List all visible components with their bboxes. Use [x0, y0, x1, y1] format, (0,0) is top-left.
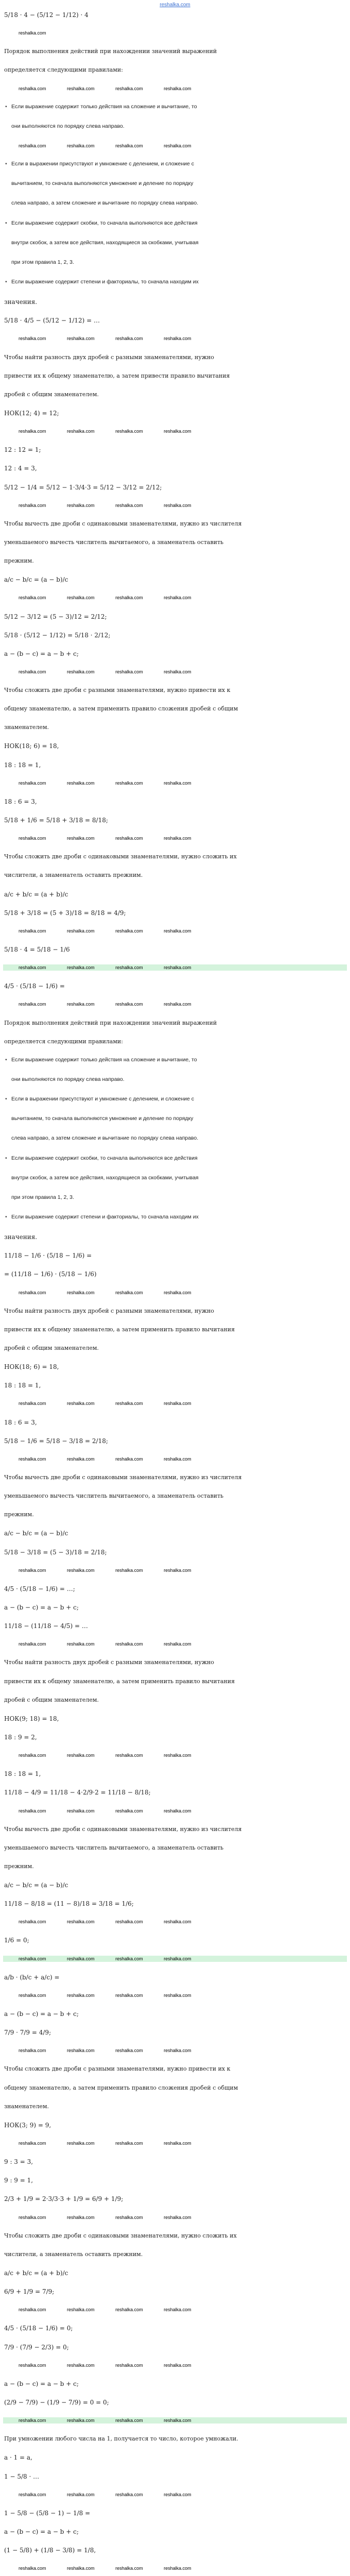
watermark-text: reshalka.com	[67, 1290, 95, 1295]
math-line: a/c − b/c = (a − b)/c	[4, 1530, 68, 1537]
watermark-text: reshalka.com	[164, 2214, 191, 2220]
rule-item	[3, 1096, 347, 1103]
watermark-text: reshalka.com	[115, 2214, 143, 2220]
math-line: значения.	[4, 298, 38, 306]
watermark-row	[3, 2362, 347, 2368]
math-line: 18 : 18 = 1,	[4, 1382, 41, 1389]
rule-text: Если выражение содержит только действия на сложение и вычитание, то	[11, 1056, 197, 1063]
watermark-row	[3, 2140, 347, 2146]
watermark-text: reshalka.com	[164, 86, 191, 91]
watermark-text: reshalka.com	[115, 429, 143, 434]
watermark-text: reshalka.com	[164, 595, 191, 601]
watermark-text: reshalka.com	[67, 965, 95, 971]
list-marker-icon: •	[5, 1155, 7, 1161]
math-line: (2/9 − 7/9) − (1/9 − 7/9) = 0 = 0;	[4, 2399, 109, 2406]
text-line: уменьшаемого вычесть числитель вычитаемого, а знаменатель оставить	[4, 1844, 224, 1851]
text-line: числители, а знаменатель оставить прежним.	[4, 2250, 143, 2258]
watermark-text: reshalka.com	[19, 1808, 46, 1814]
rule-text: Если выражение содержит только действия на сложение и вычитание, то	[11, 103, 197, 110]
watermark-text: reshalka.com	[19, 2566, 46, 2571]
watermark-text: reshalka.com	[67, 1956, 95, 1961]
rule-item	[3, 1214, 347, 1221]
watermark-row	[3, 502, 347, 509]
text-line: Чтобы сложить две дроби с одинаковыми знаменателями, нужно сложить их	[4, 2232, 237, 2239]
math-line: 18 : 9 = 2,	[4, 1733, 37, 1741]
math-line: 7/9 · 7/9 = 4/9;	[4, 2029, 51, 2037]
list-marker-icon: •	[5, 1214, 7, 1220]
text-line: дробей с общим знаменателем.	[4, 391, 99, 398]
math-line: a/c − b/c = (a − b)/c	[4, 576, 68, 584]
rule-text: внутри скобок, а затем все действия, находящиеся за скобками, учитывая	[11, 1174, 199, 1181]
rule-text: вычитанием, то сначала выполняются умножение и деление по порядку	[11, 180, 194, 187]
text-line: Порядок выполнения действий при нахождении значений выражений	[4, 48, 217, 55]
watermark-row	[3, 1400, 347, 1406]
watermark-text: reshalka.com	[67, 2048, 95, 2054]
text-line: привести их к общему знаменателю, а затем привести правило вычитания	[4, 372, 230, 379]
site-link[interactable]: reshalka.com	[160, 2, 190, 8]
watermark-text: reshalka.com	[164, 429, 191, 434]
watermark-text: reshalka.com	[115, 780, 143, 786]
math-line: 11/18 − 8/18 = (11 − 8)/18 = 3/18 = 1/6;	[4, 1900, 134, 1908]
watermark-text: reshalka.com	[67, 2492, 95, 2497]
watermark-text: reshalka.com	[115, 836, 143, 841]
watermark-row	[3, 2565, 347, 2571]
watermark-text: reshalka.com	[115, 143, 143, 148]
watermark-row	[3, 928, 347, 934]
watermark-row	[3, 669, 347, 675]
watermark-text: reshalka.com	[19, 2214, 46, 2220]
rule-text: вычитанием, то сначала выполняются умножение и деление по порядку	[11, 1115, 194, 1122]
watermark-text: reshalka.com	[164, 2566, 191, 2571]
math-line: значения.	[4, 1233, 38, 1241]
rule-text: при этом правила 1, 2, 3.	[11, 259, 74, 265]
rule-item	[3, 1076, 347, 1083]
watermark-text: reshalka.com	[164, 2418, 191, 2424]
text-line: общему знаменателю, а затем применить правило сложения дробей с общим	[4, 705, 238, 713]
watermark-text: reshalka.com	[67, 2418, 95, 2424]
math-line: 11/18 − 1/6 · (5/18 − 1/6) =	[4, 1252, 92, 1260]
watermark-text: reshalka.com	[164, 1956, 191, 1961]
watermark-text: reshalka.com	[115, 1567, 143, 1573]
watermark-row	[3, 1641, 347, 1647]
watermark-text: reshalka.com	[19, 1956, 46, 1961]
watermark-row	[3, 1808, 347, 1814]
watermark-text: reshalka.com	[19, 2418, 46, 2424]
math-line: 18 : 6 = 3,	[4, 798, 37, 805]
math-line: a − (b − c) = a − b + c;	[4, 2528, 79, 2535]
watermark-text: reshalka.com	[115, 1641, 143, 1647]
watermark-row	[3, 1992, 347, 1998]
watermark-text: reshalka.com	[164, 1808, 191, 1814]
rule-item	[3, 1194, 347, 1201]
text-line: Чтобы вычесть две дроби с одинаковыми знаменателями, нужно из числителя	[4, 1825, 242, 1833]
watermark-text: reshalka.com	[19, 1456, 46, 1462]
watermark-text: reshalka.com	[115, 965, 143, 971]
text-line: прежним.	[4, 1862, 34, 1870]
watermark-text: reshalka.com	[164, 965, 191, 971]
text-line: Чтобы вычесть две дроби с одинаковыми знаменателями, нужно из числителя	[4, 520, 242, 527]
math-line: 12 : 4 = 3,	[4, 465, 37, 472]
math-line: 2/3 + 1/9 = 2·3/3·3 + 1/9 = 6/9 + 1/9;	[4, 2195, 124, 2203]
watermark-row	[3, 143, 347, 149]
watermark-text: reshalka.com	[115, 2492, 143, 2497]
rule-item	[3, 220, 347, 227]
watermark-text: reshalka.com	[115, 1456, 143, 1462]
watermark-text: reshalka.com	[67, 502, 95, 508]
watermark-text: reshalka.com	[115, 2418, 143, 2424]
text-line: общему знаменателю, а затем применить правило сложения дробей с общим	[4, 2084, 238, 2091]
text-line: уменьшаемого вычесть числитель вычитаемого, а знаменатель оставить	[4, 1493, 224, 1500]
rule-text: они выполняются по порядку слева направо.	[11, 1076, 125, 1083]
math-line: 11/18 − 4/9 = 11/18 − 4·2/9·2 = 11/18 − 8/18;	[4, 1789, 151, 1797]
watermark-row	[3, 2307, 347, 2313]
math-line: a/c − b/c = (a − b)/c	[4, 1882, 68, 1889]
math-line: = (11/18 − 1/6) · (5/18 − 1/6)	[4, 1270, 97, 1278]
math-line: 18 : 18 = 1,	[4, 1770, 41, 1778]
math-line: 4/5 · (5/18 − 1/6) =	[4, 982, 65, 990]
watermark-row	[3, 595, 347, 601]
watermark-row	[3, 1567, 347, 1573]
math-line: 5/18 · 4 − (5/12 − 1/12) · 4	[4, 11, 89, 19]
math-line: 5/18 + 1/6 = 5/18 + 3/18 = 8/18;	[4, 817, 108, 824]
rule-item	[3, 259, 347, 266]
math-line: 1/6 = 0;	[4, 1937, 29, 1944]
watermark-text: reshalka.com	[115, 1992, 143, 1998]
math-line: a − (b − c) = a − b + c;	[4, 2010, 79, 2018]
watermark-text: reshalka.com	[67, 1002, 95, 1007]
watermark-text: reshalka.com	[67, 1753, 95, 1758]
math-line: НОК(9; 18) = 18,	[4, 1715, 59, 1722]
watermark-text: reshalka.com	[115, 1808, 143, 1814]
site-link-bar	[0, 0, 350, 10]
watermark-row	[3, 86, 347, 92]
watermark-text: reshalka.com	[67, 595, 95, 601]
math-line: a − (b − c) = a − b + c;	[4, 650, 79, 657]
rule-item	[3, 104, 347, 110]
text-line: Чтобы вычесть две дроби с одинаковыми знаменателями, нужно из числителя	[4, 1473, 242, 1481]
watermark-text: reshalka.com	[164, 336, 191, 342]
text-line: определяется следующими правилами:	[4, 1038, 123, 1045]
watermark-text: reshalka.com	[19, 1567, 46, 1573]
watermark-text: reshalka.com	[19, 30, 46, 36]
watermark-text: reshalka.com	[115, 2048, 143, 2054]
math-line: 1 − 5/8 · …	[4, 2472, 40, 2480]
text-line: прежним.	[4, 557, 34, 565]
watermark-text: reshalka.com	[19, 1992, 46, 1998]
math-line: 12 : 12 = 1;	[4, 446, 41, 454]
watermark-text: reshalka.com	[115, 2307, 143, 2313]
watermark-text: reshalka.com	[19, 669, 46, 674]
watermark-text: reshalka.com	[19, 86, 46, 91]
math-line: a/c + b/c = (a + b)/c	[4, 890, 68, 898]
math-line: 5/18 + 3/18 = (5 + 3)/18 = 8/18 = 4/9;	[4, 909, 126, 917]
math-line: НОК(18; 6) = 18,	[4, 742, 59, 750]
rule-text: слева направо, а затем сложение и вычитание по порядку слева направо.	[11, 200, 199, 207]
watermark-text: reshalka.com	[164, 1567, 191, 1573]
watermark-text: reshalka.com	[164, 780, 191, 786]
watermark-text: reshalka.com	[164, 502, 191, 508]
watermark-text: reshalka.com	[67, 1567, 95, 1573]
text-line: прежним.	[4, 1511, 34, 1518]
rule-text: Если в выражении присутствуют и умножение с делением, и сложение с	[11, 161, 195, 167]
watermark-row	[3, 428, 347, 434]
watermark-text: reshalka.com	[115, 1753, 143, 1758]
text-line: Чтобы сложить две дроби с разными знаменателями, нужно привести их к	[4, 687, 231, 694]
math-line: 5/18 − 3/18 = (5 − 3)/18 = 2/18;	[4, 1548, 107, 1556]
rule-item	[3, 1135, 347, 1142]
math-line: 5/18 − 1/6 = 5/18 − 3/18 = 2/18;	[4, 1437, 108, 1445]
rule-text: при этом правила 1, 2, 3.	[11, 1194, 74, 1200]
watermark-text: reshalka.com	[115, 928, 143, 934]
watermark-text: reshalka.com	[67, 2307, 95, 2313]
rule-text: внутри скобок, а затем все действия, находящиеся за скобками, учитывая	[11, 239, 199, 246]
rule-item	[3, 200, 347, 207]
text-line: знаменателем.	[4, 2103, 49, 2110]
watermark-text: reshalka.com	[164, 1919, 191, 1925]
math-line: a − (b − c) = a − b + c;	[4, 1603, 79, 1611]
list-marker-icon: •	[5, 1056, 7, 1063]
watermark-row	[3, 1752, 347, 1758]
math-line: 5/18 · 4 = 5/18 − 1/6	[4, 946, 70, 954]
watermark-text: reshalka.com	[115, 336, 143, 342]
watermark-text: reshalka.com	[19, 965, 46, 971]
watermark-text: reshalka.com	[115, 1401, 143, 1406]
math-line: НОК(3; 9) = 9,	[4, 2121, 51, 2129]
math-line: a/b · (b/c + a/c) =	[4, 1973, 60, 1981]
watermark-text: reshalka.com	[164, 928, 191, 934]
watermark-text: reshalka.com	[115, 595, 143, 601]
watermark-text: reshalka.com	[115, 1919, 143, 1925]
list-marker-icon: •	[5, 1096, 7, 1103]
watermark-text: reshalka.com	[164, 1290, 191, 1295]
watermark-text: reshalka.com	[19, 1290, 46, 1295]
math-line: a/c + b/c = (a + b)/c	[4, 2269, 68, 2277]
math-line: 9 : 3 = 3,	[4, 2158, 33, 2166]
watermark-row	[3, 1001, 347, 1007]
watermark-text: reshalka.com	[67, 336, 95, 342]
watermark-text: reshalka.com	[67, 836, 95, 841]
math-line: 5/18 · (5/12 − 1/12) = 5/18 · 2/12;	[4, 631, 111, 639]
watermark-text: reshalka.com	[19, 1753, 46, 1758]
text-line: Чтобы найти разность двух дробей с разными знаменателями, нужно	[4, 353, 214, 361]
watermark-text: reshalka.com	[164, 1456, 191, 1462]
text-line: Чтобы найти разность двух дробей с разными знаменателями, нужно	[4, 1307, 214, 1314]
math-line: НОК(12; 4) = 12;	[4, 409, 59, 417]
text-line: дробей с общим знаменателем.	[4, 1696, 99, 1703]
text-line: привести их к общему знаменателю, а затем применить правило вычитания	[4, 1326, 235, 1333]
watermark-row	[3, 1919, 347, 1925]
watermark-text: reshalka.com	[115, 86, 143, 91]
watermark-text: reshalka.com	[19, 1641, 46, 1647]
rule-item	[3, 1115, 347, 1122]
watermark-text: reshalka.com	[19, 928, 46, 934]
rule-item	[3, 180, 347, 187]
math-line: 18 : 6 = 3,	[4, 1418, 37, 1426]
math-line: 5/12 − 1/4 = 5/12 − 1·3/4·3 = 5/12 − 3/12 = 2/12;	[4, 483, 162, 491]
solution-content	[0, 11, 350, 2576]
answer-separator	[3, 1956, 347, 1962]
watermark-text: reshalka.com	[19, 1401, 46, 1406]
watermark-text: reshalka.com	[115, 2566, 143, 2571]
watermark-text: reshalka.com	[115, 2362, 143, 2368]
rule-item	[3, 279, 347, 285]
watermark-text: reshalka.com	[164, 143, 191, 148]
watermark-text: reshalka.com	[164, 2307, 191, 2313]
rule-text: Если выражение содержит степени и факториалы, то сначала находим их	[11, 1214, 199, 1220]
watermark-text: reshalka.com	[19, 2307, 46, 2313]
watermark-text: reshalka.com	[19, 1919, 46, 1925]
watermark-row	[3, 1456, 347, 1462]
rule-item	[3, 161, 347, 167]
watermark-text: reshalka.com	[164, 2141, 191, 2146]
math-line: 4/5 · (5/18 − 1/6) = 0;	[4, 2325, 73, 2332]
answer-separator	[3, 2417, 347, 2424]
watermark-row	[3, 2492, 347, 2498]
watermark-text: reshalka.com	[67, 429, 95, 434]
watermark-row	[3, 835, 347, 841]
watermark-text: reshalka.com	[19, 2141, 46, 2146]
text-line: Чтобы сложить две дроби с разными знаменателями, нужно привести их к	[4, 2065, 231, 2073]
watermark-text: reshalka.com	[115, 669, 143, 674]
rule-text: Если выражение содержит скобки, то сначала выполняются все действия	[11, 1155, 198, 1161]
text-line: привести их к общему знаменателю, а затем применить правило вычитания	[4, 1677, 235, 1685]
text-line: уменьшаемого вычесть числитель вычитаемого, а знаменатель оставить	[4, 538, 224, 546]
text-line: Чтобы сложить две дроби с одинаковыми знаменателями, нужно сложить их	[4, 853, 237, 860]
watermark-text: reshalka.com	[67, 1401, 95, 1406]
math-line: 1 − 5/8 − (5/8 − 1) − 1/8 =	[4, 2509, 91, 2517]
watermark-text: reshalka.com	[164, 1641, 191, 1647]
watermark-text: reshalka.com	[67, 1808, 95, 1814]
rule-item	[3, 1155, 347, 1162]
rule-item	[3, 1175, 347, 1181]
answer-separator	[3, 964, 347, 971]
watermark-text: reshalka.com	[67, 143, 95, 148]
watermark-row	[3, 30, 347, 36]
watermark-text: reshalka.com	[164, 1992, 191, 1998]
rule-text: Если в выражении присутствуют и умножение с делением, и сложение с	[11, 1096, 195, 1103]
rule-text: Если выражение содержит скобки, то сначала выполняются все действия	[11, 219, 198, 226]
watermark-text: reshalka.com	[164, 1401, 191, 1406]
math-line: 11/18 − (11/18 − 4/5) = …	[4, 1622, 88, 1630]
math-line: 18 : 18 = 1,	[4, 761, 41, 769]
watermark-text: reshalka.com	[67, 2566, 95, 2571]
watermark-text: reshalka.com	[115, 502, 143, 508]
math-line: (1 − 5/8) + (1/8 − 3/8) = 1/8,	[4, 2547, 96, 2554]
watermark-text: reshalka.com	[67, 669, 95, 674]
rule-text: Если выражение содержит степени и факториалы, то сначала находим их	[11, 278, 199, 285]
watermark-row	[3, 335, 347, 342]
watermark-text: reshalka.com	[67, 2214, 95, 2220]
math-line: 7/9 · (7/9 − 2/3) = 0;	[4, 2343, 69, 2351]
watermark-text: reshalka.com	[67, 928, 95, 934]
math-line: a − (b − c) = a − b + c;	[4, 2380, 79, 2387]
math-line: 6/9 + 1/9 = 7/9;	[4, 2288, 55, 2296]
watermark-text: reshalka.com	[67, 86, 95, 91]
watermark-text: reshalka.com	[67, 2362, 95, 2368]
watermark-text: reshalka.com	[67, 1992, 95, 1998]
list-marker-icon: •	[5, 161, 7, 167]
text-line: дробей с общим знаменателем.	[4, 1344, 99, 1351]
watermark-text: reshalka.com	[19, 2048, 46, 2054]
watermark-text: reshalka.com	[67, 2141, 95, 2146]
watermark-text: reshalka.com	[19, 1002, 46, 1007]
watermark-text: reshalka.com	[67, 1456, 95, 1462]
math-line: 9 : 9 = 1,	[4, 2177, 33, 2184]
text-line: Чтобы найти разность двух дробей с разными знаменателями, нужно	[4, 1659, 214, 1666]
watermark-text: reshalka.com	[164, 669, 191, 674]
watermark-text: reshalka.com	[164, 2048, 191, 2054]
watermark-row	[3, 2214, 347, 2221]
math-line: 4/5 · (5/18 − 1/6) = …;	[4, 1585, 75, 1592]
list-marker-icon: •	[5, 103, 7, 110]
rule-item	[3, 240, 347, 246]
list-marker-icon: •	[5, 219, 7, 226]
watermark-text: reshalka.com	[164, 2362, 191, 2368]
watermark-text: reshalka.com	[19, 429, 46, 434]
math-line: НОК(18; 6) = 18,	[4, 1363, 59, 1371]
watermark-text: reshalka.com	[115, 1956, 143, 1961]
watermark-text: reshalka.com	[164, 836, 191, 841]
watermark-text: reshalka.com	[164, 2492, 191, 2497]
watermark-text: reshalka.com	[115, 1290, 143, 1295]
watermark-text: reshalka.com	[67, 1919, 95, 1925]
watermark-text: reshalka.com	[67, 780, 95, 786]
watermark-text: reshalka.com	[19, 2362, 46, 2368]
rule-text: слева направо, а затем сложение и вычитание по порядку слева направо.	[11, 1135, 199, 1142]
watermark-text: reshalka.com	[19, 836, 46, 841]
watermark-text: reshalka.com	[19, 780, 46, 786]
math-line: 5/18 · 4/5 − (5/12 − 1/12) = …	[4, 317, 100, 325]
watermark-text: reshalka.com	[19, 2492, 46, 2497]
text-line: При умножении любого числа на 1, получается то число, которое умножали.	[4, 2435, 238, 2443]
watermark-row	[3, 2047, 347, 2054]
watermark-text: reshalka.com	[67, 1641, 95, 1647]
text-line: определяется следующими правилами:	[4, 66, 123, 74]
watermark-text: reshalka.com	[19, 595, 46, 601]
rule-item	[3, 1057, 347, 1063]
watermark-text: reshalka.com	[19, 143, 46, 148]
text-line: числители, а знаменатель оставить прежним.	[4, 872, 143, 879]
rule-text: они выполняются по порядку слева направо.	[11, 123, 125, 129]
watermark-text: reshalka.com	[164, 1002, 191, 1007]
text-line: знаменателем.	[4, 724, 49, 731]
watermark-text: reshalka.com	[115, 1002, 143, 1007]
watermark-text: reshalka.com	[19, 502, 46, 508]
list-marker-icon: •	[5, 278, 7, 285]
watermark-text: reshalka.com	[19, 336, 46, 342]
math-line: 5/12 − 3/12 = (5 − 3)/12 = 2/12;	[4, 613, 107, 620]
text-line: Порядок выполнения действий при нахождении значений выражений	[4, 1019, 217, 1026]
watermark-row	[3, 780, 347, 786]
watermark-text: reshalka.com	[115, 2141, 143, 2146]
rule-item	[3, 123, 347, 130]
watermark-row	[3, 1290, 347, 1296]
math-line: a · 1 = a,	[4, 2454, 32, 2462]
watermark-text: reshalka.com	[164, 1753, 191, 1758]
